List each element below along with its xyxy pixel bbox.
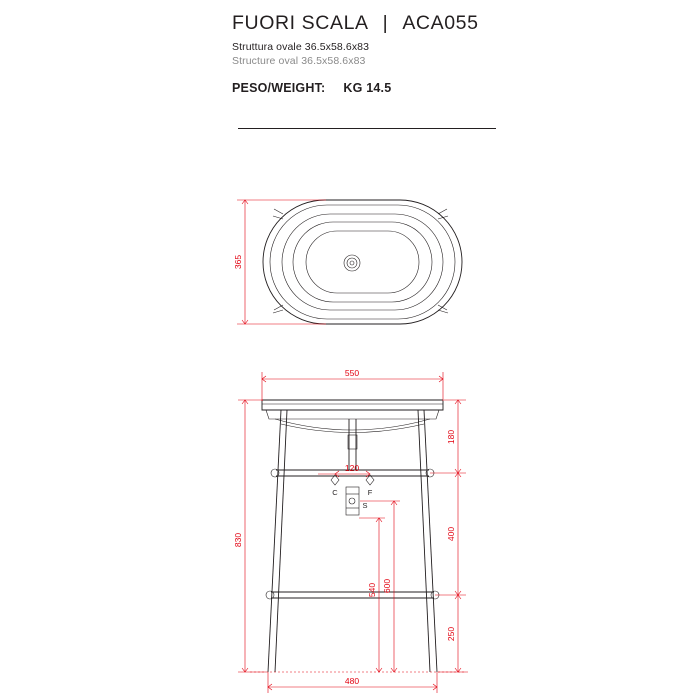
dim-label-830: 830 (233, 532, 243, 548)
product-code: ACA055 (402, 12, 479, 34)
dim-label-180: 180 (446, 429, 456, 445)
dim-label-550: 550 (344, 368, 360, 378)
product-name: FUORI SCALA (232, 12, 369, 34)
dim-label-250: 250 (446, 626, 456, 642)
dim-label-600: 600 (382, 578, 392, 594)
marker-label-C: C (332, 488, 338, 497)
dim-label-480: 480 (344, 676, 360, 686)
dim-label-400: 400 (446, 526, 456, 542)
dim-label-540: 540 (367, 582, 377, 598)
marker-label-S: S (362, 501, 368, 510)
oval-top-view (233, 200, 462, 324)
weight-value: KG 14.5 (343, 81, 392, 95)
subtitle-english: Structure oval 36.5x58.6x83 (232, 55, 366, 67)
dim-label-120: 120 (344, 463, 360, 473)
marker-label-F: F (367, 488, 373, 497)
fitting-hot (366, 475, 374, 497)
title-separator: | (382, 12, 389, 34)
fitting-cold (331, 475, 339, 497)
stand-front-view (233, 368, 470, 693)
dim-label-365: 365 (233, 254, 243, 270)
weight-label: PESO/WEIGHT: (232, 81, 326, 95)
subtitle-italian: Struttura ovale 36.5x58.6x83 (232, 41, 370, 53)
